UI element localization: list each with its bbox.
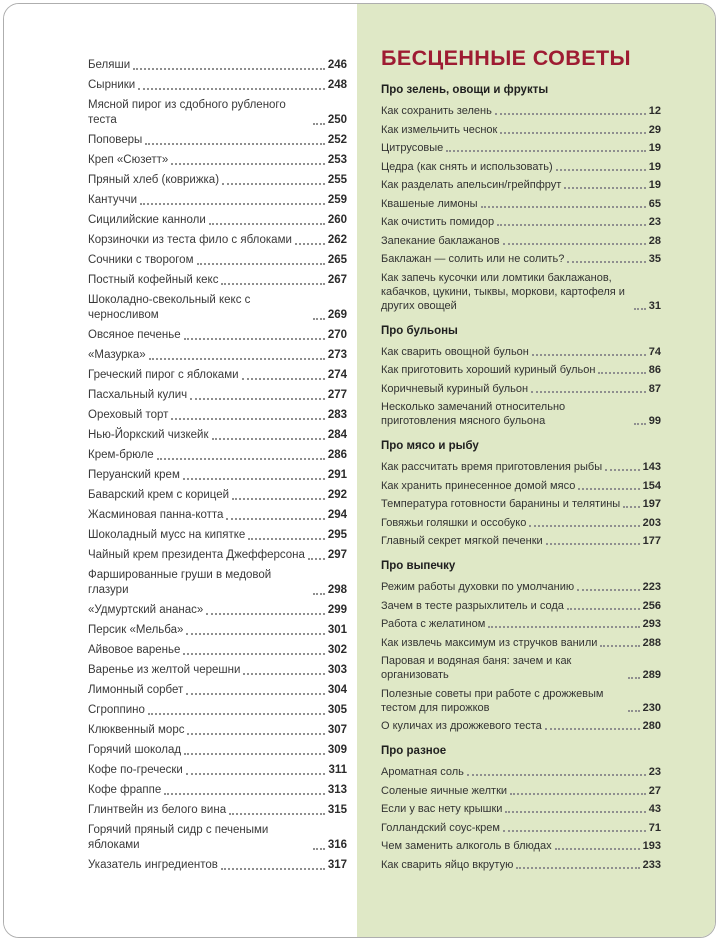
toc-item-page: 293 [642,618,661,630]
toc-item [381,784,661,798]
toc-item-label: Коричневый куриный бульон [381,382,529,395]
dotted-leader [578,488,639,490]
toc-item [88,683,347,698]
toc-item [381,460,661,474]
dotted-leader [495,113,646,115]
dotted-leader [545,728,640,730]
toc-item-label: Как сохранить зелень [381,105,492,117]
toc-item [381,802,661,816]
dotted-leader [186,693,325,695]
toc-item-page: 43 [648,803,661,815]
toc-item-label: Говяжьи голяшки и оссобуко [381,516,527,529]
dotted-leader [605,469,640,471]
toc-item-label: Главный секрет мягкой печенки [381,535,543,547]
toc-item-page: 19 [648,179,661,191]
toc-item-label: Сочники с творогом [88,254,194,266]
toc-item-page: 316 [327,839,347,851]
toc-item-page: 87 [648,382,661,395]
toc-item-label: Глинтвейн из белого вина [88,804,227,816]
toc-item [88,743,347,758]
toc-item-label: Как приготовить хороший куриный бульон [381,364,596,376]
toc-item-page: 28 [648,234,661,247]
toc-item-label: Ореховый торт [88,409,169,421]
page-title: БЕСЦЕННЫЕ СОВЕТЫ [381,46,631,70]
toc-item [88,763,347,778]
toc-item [381,197,661,211]
dotted-leader [243,673,324,675]
toc-item [88,273,347,288]
toc-item [381,719,661,733]
dotted-leader [546,543,640,545]
toc-item-page: 143 [642,461,661,473]
toc-item-label: Поповеры [88,134,143,146]
dotted-leader [510,793,646,795]
dotted-leader [564,187,645,189]
dotted-leader [600,645,639,647]
toc-item [381,687,661,715]
toc-item [88,408,347,423]
toc-item-label: Несколько замечаний относительно приготовления мясного бульона [381,401,566,427]
toc-item-page: 304 [327,684,347,696]
toc-item-label: Как измельчить чеснок [381,123,498,136]
toc-item [88,78,347,93]
toc-item-label: О куличах из дрожжевого теста [381,720,542,732]
toc-item-label: Лимонный сорбет [88,684,184,696]
toc-item-label: Цедра (как снять и использовать) [381,160,553,173]
dotted-leader [532,354,646,356]
toc-item-label: «Мазурка» [88,349,146,361]
toc-item [88,328,347,343]
dotted-leader [164,793,325,795]
toc-item-label: Квашеные лимоны [381,197,478,210]
dotted-leader [229,813,325,815]
toc-item [381,178,661,192]
toc-item-label: Кофе по-гречески [88,764,183,776]
toc-item [88,603,347,618]
toc-item-label: Режим работы духовки по умолчанию [381,581,575,593]
dotted-leader [556,169,646,171]
dotted-leader [184,753,325,755]
dotted-leader [183,478,325,480]
toc-item [88,723,347,738]
toc-item-page: 269 [327,309,347,321]
dotted-leader [623,506,639,508]
toc-item-page: 230 [642,701,661,714]
dotted-leader [516,867,639,869]
toc-item-page: 260 [327,214,347,226]
toc-item [88,133,347,148]
toc-item [88,58,347,73]
tips-section [381,440,661,548]
toc-item-label: Греческий пирог с яблоками [88,369,239,381]
toc-item-page: 19 [648,142,661,154]
dotted-leader [148,713,325,715]
toc-item-page: 299 [327,604,347,616]
toc-item-label: Цитрусовые [381,142,444,154]
toc-item-page: 294 [327,509,347,521]
toc-item [381,141,661,155]
toc-item-page: 255 [327,174,347,186]
toc-item [381,617,661,631]
toc-item [88,568,347,598]
toc-item-label: Баклажан — солить или не солить? [381,253,565,265]
toc-item-label: Клюквенный морс [88,724,185,736]
toc-item [88,488,347,503]
toc-item-label: Как рассчитать время приготовления рыбы [381,461,603,473]
dotted-leader [446,150,645,152]
toc-item [381,839,661,853]
toc-item-page: 270 [327,329,347,341]
toc-item-page: 307 [327,724,347,736]
toc-item [88,253,347,268]
toc-item-label: Баварский крем с корицей [88,489,230,501]
toc-item-label: Как хранить принесенное домой мясо [381,479,576,492]
toc-item [88,823,347,853]
dotted-leader [248,538,324,540]
toc-item-page: 284 [327,429,347,441]
toc-item [381,271,661,313]
toc-item [381,654,661,682]
dotted-leader [140,203,325,205]
toc-item-label: Работа с желатином [381,618,486,630]
dotted-leader [138,88,325,90]
toc-item-label: Кофе фраппе [88,784,162,796]
toc-item-page: 289 [642,669,661,681]
tips-section [381,745,661,872]
toc-item [381,345,661,359]
toc-item-page: 292 [327,489,347,501]
dotted-leader [567,261,645,263]
toc-item-label: Запекание баклажанов [381,234,500,247]
toc-item-page: 74 [648,345,661,358]
toc-item-label: Персик «Мельба» [88,624,184,636]
toc-item-page: 280 [642,720,661,732]
toc-item-page: 154 [642,479,661,492]
dotted-leader [206,613,325,615]
dotted-leader [628,710,640,712]
dotted-leader [467,774,646,776]
dotted-leader [226,518,324,520]
toc-item-label: Как извлечь максимум из стручков ванили [381,636,598,649]
toc-item [88,428,347,443]
toc-item-label: Если у вас нету крышки [381,803,503,815]
dotted-leader [308,558,325,560]
toc-item-page: 86 [648,364,661,376]
toc-item [88,508,347,523]
dotted-leader [313,848,325,850]
toc-item-page: 233 [642,858,661,871]
toc-item [381,858,661,872]
toc-item-page: 65 [648,197,661,210]
toc-item-label: Сицилийские канноли [88,214,206,226]
dotted-leader [531,391,646,393]
toc-item-page: 297 [327,549,347,561]
toc-item-label: Как запечь кусочки или ломтики баклажанов, кабачков, цукини, тыквы, моркови, картофеля и других овощей [381,271,625,312]
toc-item-label: Горячий пряный сидр с печеными яблоками [88,824,269,851]
dotted-leader [171,418,324,420]
dotted-leader [503,243,646,245]
tips-section [381,84,661,313]
dotted-leader [313,318,325,320]
book-contents-page [3,3,716,938]
toc-item-label: Пряный хлеб (коврижка) [88,174,220,186]
toc-item [381,363,661,377]
toc-item-label: Как сварить яйцо вкрутую [381,858,514,871]
toc-item-label: Жасминовая панна-котта [88,509,224,521]
toc-item-page: 313 [327,784,347,796]
dotted-leader [634,423,646,425]
toc-item-page: 12 [648,105,661,117]
dotted-leader [242,378,325,380]
toc-item-page: 317 [327,859,347,871]
toc-item-page: 288 [642,636,661,649]
toc-item-page: 248 [327,79,347,91]
toc-item-page: 99 [648,415,661,427]
toc-item [88,348,347,363]
dotted-leader [187,733,324,735]
toc-item-page: 311 [328,764,347,776]
toc-item [88,528,347,543]
toc-item-page: 23 [648,766,661,778]
toc-item-page: 315 [327,804,347,816]
toc-item [381,215,661,229]
toc-item-page: 291 [327,469,347,481]
toc-item-label: Соленые яичные желтки [381,784,508,797]
dotted-leader [577,589,640,591]
dotted-leader [197,263,325,265]
toc-item [88,193,347,208]
section-heading: Про выпечку [381,560,456,572]
tips-section [381,560,661,733]
toc-item-label: Ароматная соль [381,766,464,778]
toc-item-page: 252 [327,134,347,146]
toc-item [381,252,661,266]
toc-item [88,213,347,228]
dotted-leader [488,626,639,628]
toc-item-page: 265 [327,254,347,266]
dotted-leader [567,608,640,610]
toc-item-page: 246 [327,59,347,71]
toc-item-page: 223 [642,581,661,593]
toc-item-label: Полезные советы при работе с дрожжевым тестом для пирожков [381,687,604,714]
toc-item [381,160,661,174]
toc-item-label: Кантуччи [88,194,137,206]
toc-item-label: Корзиночки из теста фило с яблоками [88,234,292,246]
dotted-leader [186,633,324,635]
dotted-leader [186,773,326,775]
toc-item-page: 23 [648,216,661,228]
toc-item-page: 295 [327,529,347,541]
toc-item-label: Зачем в тесте разрыхлитель и сода [381,599,564,612]
toc-item [381,580,661,594]
toc-item [88,388,347,403]
toc-item-label: Как очистить помидор [381,216,495,228]
toc-item-label: Паровая и водяная баня: зачем и как организовать [381,655,572,681]
toc-item-page: 305 [327,704,347,716]
toc-item [381,497,661,511]
toc-item [88,803,347,818]
toc-item-label: Мясной пирог из сдобного рубленого теста [88,99,286,126]
toc-item-label: Как сварить овощной бульон [381,345,529,358]
toc-item-page: 277 [327,389,347,401]
toc-item-label: Чем заменить алкоголь в блюдах [381,840,552,852]
dotted-leader [222,183,325,185]
toc-item-page: 253 [327,154,347,166]
toc-item [381,123,661,137]
toc-item-label: Температура готовности баранины и телятины [381,498,621,510]
toc-item-page: 302 [327,644,347,656]
dotted-leader [232,498,325,500]
dotted-leader [171,163,324,165]
dotted-leader [221,868,325,870]
toc-item-label: Сырники [88,79,136,91]
dotted-leader [184,338,325,340]
toc-item [381,382,661,396]
toc-item-label: Шоколадный мусс на кипятке [88,529,246,541]
toc-item [88,293,347,323]
toc-item-page: 303 [327,664,347,676]
toc-item-page: 197 [642,498,661,510]
recipes-toc-list [88,58,347,873]
toc-item [88,448,347,463]
toc-item-page: 71 [648,821,661,834]
toc-item-page: 267 [327,274,347,286]
toc-item-page: 250 [327,114,347,126]
dotted-leader [212,438,325,440]
toc-item [381,479,661,493]
toc-item-page: 193 [642,840,661,852]
toc-item-label: Беляши [88,59,131,71]
toc-item-label: Пасхальный кулич [88,389,188,401]
toc-item-page: 309 [327,744,347,756]
toc-item-page: 273 [327,349,347,361]
dotted-leader [157,458,325,460]
toc-item-label: Фаршированные груши в медовой глазури [88,569,272,596]
dotted-leader [295,243,325,245]
dotted-leader [183,653,324,655]
toc-item-label: Нью-Йоркский чизкейк [88,429,209,441]
dotted-leader [209,223,325,225]
toc-item [88,173,347,188]
toc-item-label: Перуанский крем [88,469,180,481]
toc-item-page: 259 [327,194,347,206]
toc-item [88,663,347,678]
toc-item-label: Чайный крем президента Джефферсона [88,549,305,561]
toc-item-label: Креп «Сюзетт» [88,154,169,166]
dotted-leader [497,224,646,226]
toc-item-label: Айвовое варенье [88,644,181,656]
toc-item-page: 35 [648,253,661,265]
toc-item [381,821,661,835]
toc-item [381,104,661,118]
dotted-leader [133,68,325,70]
section-heading: Про разное [381,745,447,757]
dotted-leader [505,811,645,813]
dotted-leader [628,677,640,679]
dotted-leader [555,848,640,850]
toc-item-label: Варенье из желтой черешни [88,664,241,676]
toc-item [381,400,661,428]
toc-item-label: Горячий шоколад [88,744,182,756]
toc-item-label: «Удмуртский ананас» [88,604,204,616]
toc-item [381,234,661,248]
dotted-leader [481,206,646,208]
toc-item [88,548,347,563]
toc-item-page: 31 [648,299,661,312]
tips-sections [381,84,661,872]
toc-item-page: 256 [642,599,661,612]
toc-item [88,643,347,658]
toc-item-page: 29 [648,123,661,136]
toc-item [88,98,347,128]
toc-item-label: Овсяное печенье [88,329,181,341]
toc-item-label: Голландский соус-крем [381,821,500,834]
toc-item [381,516,661,530]
toc-item [381,765,661,779]
toc-item [88,858,347,873]
toc-item-label: Сгроппино [88,704,145,716]
toc-item-page: 298 [327,584,347,596]
toc-item [88,368,347,383]
toc-item-label: Шоколадно-свекольный кекс с черносливом [88,294,251,321]
dotted-leader [149,358,325,360]
toc-item-label: Указатель ингредиентов [88,859,218,871]
toc-item-page: 177 [642,535,661,547]
toc-item-page: 203 [642,516,661,529]
toc-item [88,153,347,168]
toc-item-page: 27 [648,784,661,797]
toc-item-page: 286 [327,449,347,461]
dotted-leader [145,143,324,145]
dotted-leader [634,308,646,310]
toc-item [381,534,661,548]
dotted-leader [221,283,324,285]
toc-item-label: Постный кофейный кекс [88,274,219,286]
toc-item-label: Как разделать апельсин/грейпфрут [381,179,562,191]
toc-item-page: 301 [327,624,347,636]
toc-item [88,783,347,798]
toc-item [381,636,661,650]
toc-item [88,468,347,483]
toc-item-page: 262 [327,234,347,246]
tips-section [381,325,661,429]
toc-item [88,703,347,718]
dotted-leader [598,372,645,374]
dotted-leader [313,123,325,125]
section-heading: Про зелень, овощи и фрукты [381,84,549,96]
toc-item-label: Крем-брюле [88,449,154,461]
dotted-leader [313,593,325,595]
dotted-leader [503,830,646,832]
dotted-leader [500,132,645,134]
section-heading: Про мясо и рыбу [381,440,479,452]
tips-panel [357,4,715,937]
toc-item-page: 19 [648,160,661,173]
toc-item-page: 274 [327,369,347,381]
toc-item [88,623,347,638]
toc-item [88,233,347,248]
dotted-leader [529,525,639,527]
recipes-toc [4,4,357,937]
toc-item [381,599,661,613]
dotted-leader [190,398,325,400]
toc-item-page: 283 [327,409,347,421]
section-heading: Про бульоны [381,324,458,337]
